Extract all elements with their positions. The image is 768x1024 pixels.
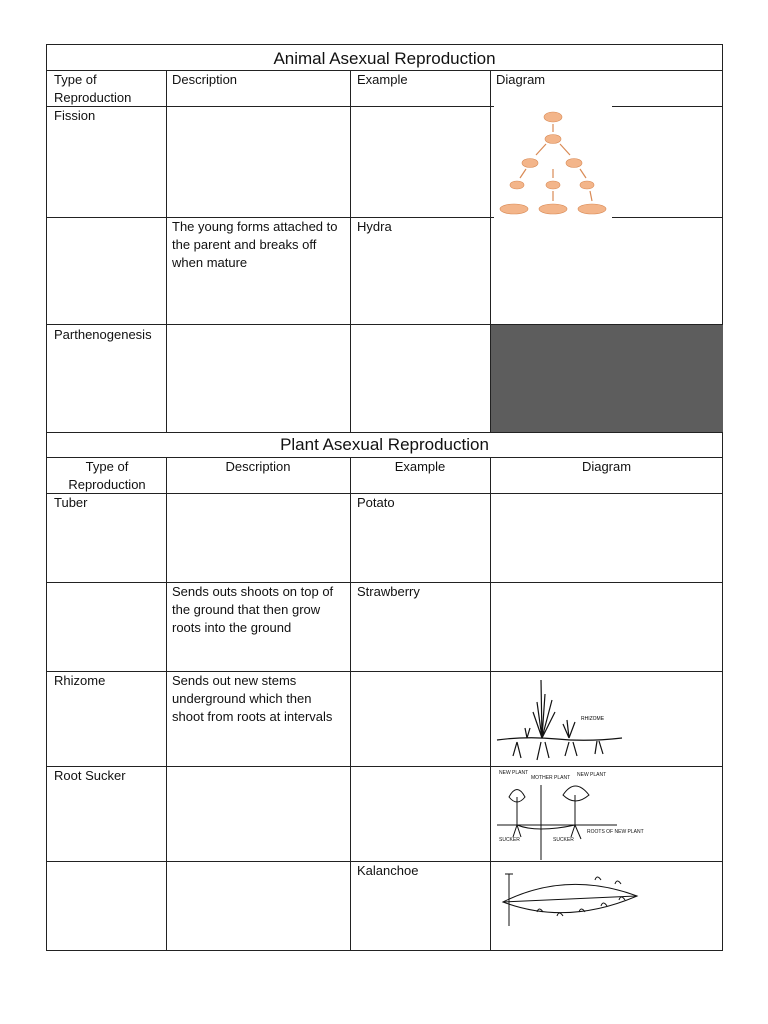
row-example: Hydra — [357, 219, 392, 234]
header-example: Example — [357, 72, 408, 87]
divider — [47, 766, 722, 767]
divider — [166, 457, 167, 951]
rhizome-label: RHIZOME — [581, 716, 605, 722]
row-description: The young forms attached to the parent and breaks off when mature — [172, 219, 338, 270]
row-type: Root Sucker — [54, 768, 126, 783]
new-plant-right-label: NEW PLANT — [577, 772, 607, 778]
parthenogenesis-diagram-shaded — [491, 325, 723, 432]
row-description: Sends out new stems underground which then shoot from roots at intervals — [172, 673, 333, 724]
plant-section-title: Plant Asexual Reproduction — [280, 435, 489, 454]
row-example: Strawberry — [357, 584, 420, 599]
divider — [490, 457, 491, 951]
divider — [47, 432, 722, 433]
header-type: Type of Reproduction — [54, 72, 132, 105]
header-description: Description — [225, 459, 291, 474]
sucker-left-label: SUCKER — [499, 837, 520, 843]
row-type: Rhizome — [54, 673, 106, 688]
row-example: Kalanchoe — [357, 863, 419, 878]
animal-section-title: Animal Asexual Reproduction — [273, 49, 496, 68]
header-example: Example — [394, 459, 446, 474]
fission-diagram — [494, 103, 612, 221]
header-diagram: Diagram — [496, 72, 546, 87]
divider — [166, 70, 167, 432]
header-diagram: Diagram — [581, 459, 632, 474]
rhizome-diagram — [497, 672, 622, 766]
row-type: Tuber — [54, 495, 88, 510]
roots-label: ROOTS OF NEW PLANT — [587, 829, 644, 835]
row-type: Parthenogenesis — [54, 327, 152, 342]
sucker-right-label: SUCKER — [553, 837, 574, 843]
divider — [350, 70, 351, 432]
row-type: Fission — [54, 108, 96, 123]
header-type: Type of Reproduction — [68, 459, 146, 492]
header-description: Description — [172, 72, 238, 87]
kalanchoe-diagram — [497, 862, 647, 937]
divider — [350, 457, 351, 951]
row-example: Potato — [357, 495, 395, 510]
worksheet-table — [46, 44, 723, 951]
new-plant-left-label: NEW PLANT — [499, 770, 529, 776]
row-description: Sends outs shoots on top of the ground that then grow roots into the ground — [172, 584, 334, 635]
mother-plant-label: MOTHER PLANT — [531, 775, 571, 781]
root-sucker-diagram — [497, 767, 644, 861]
